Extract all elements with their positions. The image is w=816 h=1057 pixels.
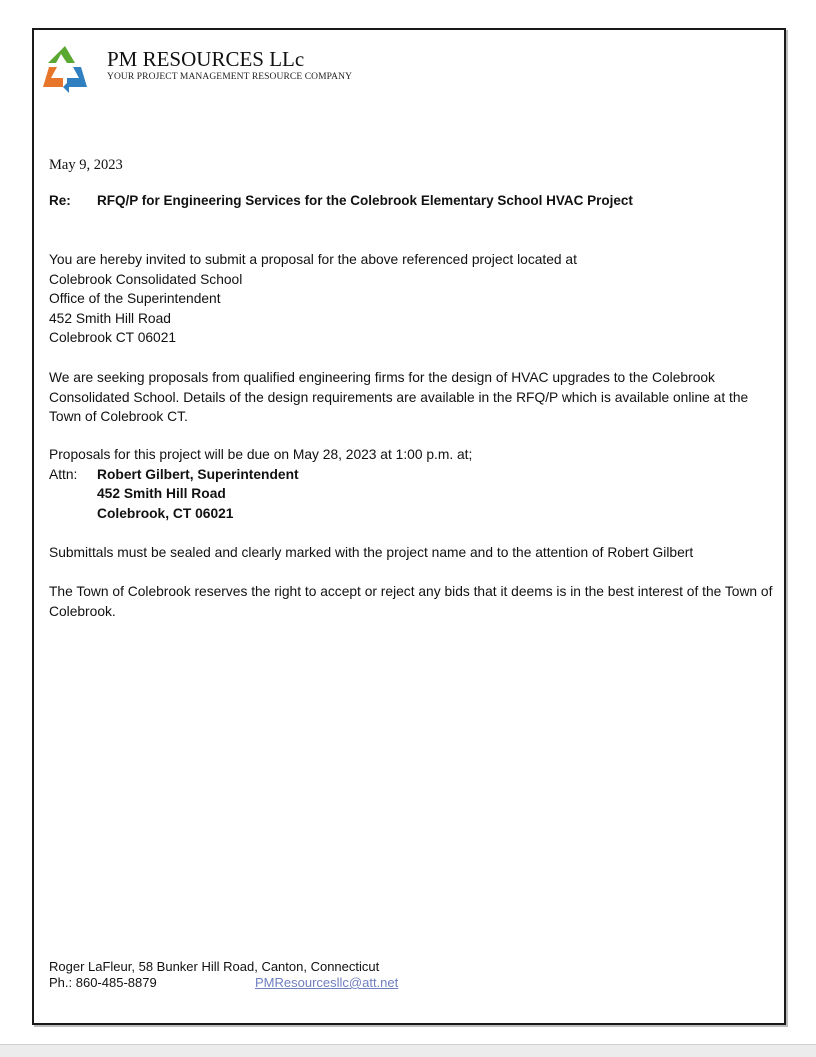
subject-label: Re: [49, 193, 71, 208]
due-block [49, 445, 774, 523]
footer-phone: Ph.: 860-485-8879 [49, 975, 157, 990]
footer-email-link[interactable]: PMResourcesllc@att.net [255, 975, 399, 990]
due-line: Proposals for this project will be due on May 28, 2023 at 1:00 p.m. at; [49, 447, 473, 462]
letter-date: May 9, 2023 [49, 157, 123, 173]
reserve-paragraph: The Town of Colebrook reserves the right to accept or reject any bids that it deems is in the best interest of the Town of Colebrook. [49, 584, 773, 619]
subject-text: RFQ/P for Engineering Services for the Colebrook Elementary School HVAC Project [97, 193, 633, 208]
location-line: Colebrook CT 06021 [49, 330, 177, 345]
location-line: Office of the Superintendent [49, 291, 221, 306]
subject-line [49, 193, 633, 208]
attention-label: Attn: [49, 466, 78, 482]
invitation-block [49, 250, 774, 348]
viewer-bottom-edge [0, 1044, 816, 1057]
attention-address-line: Colebrook, CT 06021 [97, 505, 234, 521]
location-line: 452 Smith Hill Road [49, 310, 171, 326]
location-line: Colebrook Consolidated School [49, 271, 243, 287]
attention-row [49, 465, 774, 485]
company-name: PM RESOURCES LLc [107, 47, 305, 71]
footer-address: Roger LaFleur, 58 Bunker Hill Road, Canton, Connecticut [49, 959, 380, 974]
attention-name: Robert Gilbert, Superintendent [97, 466, 299, 482]
company-tagline: YOUR PROJECT MANAGEMENT RESOURCE COMPANY [107, 72, 353, 82]
footer-contact-row [49, 975, 398, 991]
submittals-paragraph: Submittals must be sealed and clearly marked with the project name and to the attention of Robert Gilbert [49, 545, 694, 560]
seeking-paragraph: We are seeking proposals from qualified engineering firms for the design of HVAC upgrades to the Colebrook Consolidated School. Details of the design requirements are available in the RFQ/P which is available online at the Town of Colebrook CT. [49, 370, 749, 424]
attention-address-line: 452 Smith Hill Road [97, 486, 226, 501]
recycle-triangle-logo-icon [39, 43, 91, 98]
invitation-intro: You are hereby invited to submit a proposal for the above referenced project located at [49, 252, 577, 267]
letter-footer [49, 959, 398, 991]
letter-page [32, 28, 786, 1025]
